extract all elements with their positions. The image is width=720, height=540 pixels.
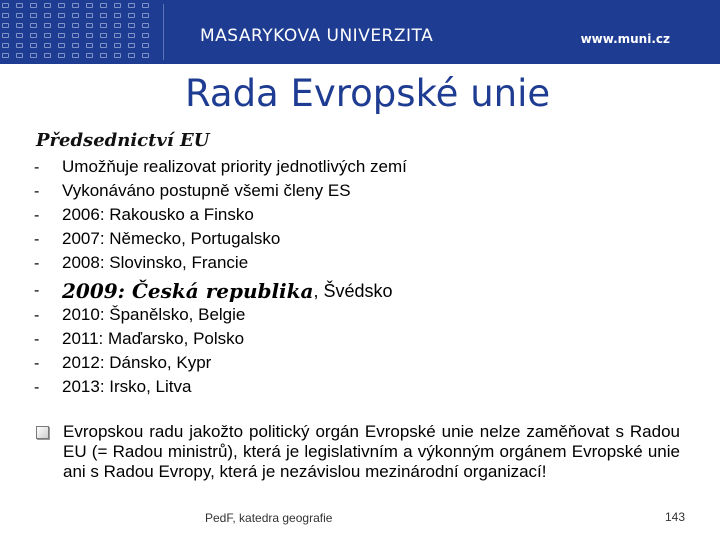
bullet-dash: - bbox=[34, 331, 40, 348]
list-item-text: 2006: Rakousko a Finsko bbox=[62, 205, 254, 224]
list-item-text: Umožňuje realizovat priority jednotlivých zemí bbox=[62, 157, 407, 176]
grid-pattern-icon bbox=[2, 3, 162, 61]
bullet-dash: - bbox=[34, 159, 40, 176]
list-item-text: 2010: Španělsko, Belgie bbox=[62, 305, 246, 324]
note-block bbox=[36, 422, 680, 482]
university-name: MASARYKOVA UNIVERZITA bbox=[200, 26, 434, 46]
list-item bbox=[34, 181, 634, 205]
bullet-dash: - bbox=[34, 307, 40, 324]
list-item bbox=[34, 157, 634, 181]
bullet-dash: - bbox=[34, 355, 40, 372]
page-number: 143 bbox=[665, 510, 686, 524]
list-item bbox=[34, 305, 634, 329]
highlight-emphasis: 2009: Česká republika bbox=[62, 279, 314, 303]
list-item-text: 2013: Irsko, Litva bbox=[62, 377, 192, 396]
note-text: Evropskou radu jakožto politický orgán Evropské unie nelze zaměňovat s Radou EU (= Radou ministrů), která je legislativním a výkonným orgánem Evropské unie ani s Radou Evropy, která je nezávislou mezinárodní organizací! bbox=[63, 422, 680, 481]
footer-text: PedF, katedra geografie bbox=[205, 511, 333, 525]
list-item-text: 2011: Maďarsko, Polsko bbox=[62, 329, 245, 348]
presidency-list bbox=[34, 157, 634, 401]
list-item bbox=[34, 229, 634, 253]
list-item bbox=[34, 377, 634, 401]
checkbox-bullet-icon bbox=[36, 426, 49, 439]
bullet-dash: - bbox=[34, 231, 40, 248]
list-item-text: 2007: Německo, Portugalsko bbox=[62, 229, 281, 248]
list-item-highlight bbox=[34, 277, 634, 305]
header-divider bbox=[163, 4, 164, 60]
bullet-dash: - bbox=[34, 282, 40, 299]
slide-title: Rada Evropské unie bbox=[185, 72, 551, 115]
list-item-text: 2012: Dánsko, Kypr bbox=[62, 353, 212, 372]
highlight-rest: , Švédsko bbox=[313, 280, 393, 301]
website-link[interactable]: www.muni.cz bbox=[580, 32, 670, 46]
slide-subtitle: Předsednictví EU bbox=[36, 130, 210, 151]
bullet-dash: - bbox=[34, 255, 40, 272]
list-item bbox=[34, 329, 634, 353]
list-item bbox=[34, 353, 634, 377]
list-item bbox=[34, 205, 634, 229]
bullet-dash: - bbox=[34, 207, 40, 224]
header-bar bbox=[0, 0, 720, 64]
list-item-text: Vykonáváno postupně všemi členy ES bbox=[62, 181, 351, 200]
bullet-dash: - bbox=[34, 379, 40, 396]
bullet-dash: - bbox=[34, 183, 40, 200]
list-item bbox=[34, 253, 634, 277]
list-item-text: 2008: Slovinsko, Francie bbox=[62, 253, 249, 272]
